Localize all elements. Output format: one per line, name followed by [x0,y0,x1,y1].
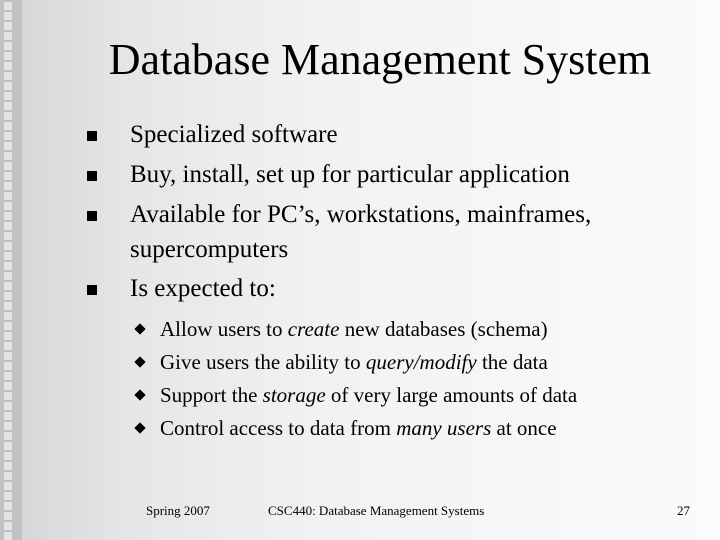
bullet-item: Is expected to: [130,275,276,302]
square-bullet-icon [87,211,97,221]
sub-bullet-item: Allow users to create new databases (schema) [160,317,548,341]
footer-course: CSC440: Database Management Systems [268,503,485,518]
diamond-bullet-icon [134,389,145,400]
bullet-item: Specialized software [130,121,338,148]
footer-page-number: 27 [677,503,690,518]
square-bullet-icon [87,171,97,181]
diamond-bullet-icon [134,323,145,334]
slide-title: Database Management System [108,35,652,84]
square-bullet-icon [87,131,97,141]
bullet-item: Buy, install, set up for particular application [130,161,570,188]
sub-bullet-item: Control access to data from many users at once [160,416,557,440]
square-bullet-icon [87,285,97,295]
footer-date: Spring 2007 [146,503,210,518]
bullet-item: Available for PC’s, workstations, mainframes, [130,201,592,228]
diamond-bullet-icon [134,356,145,367]
sub-bullet-item: Support the storage of very large amounts of data [160,383,578,407]
bullet-item-continuation: supercomputers [130,236,289,263]
sub-bullet-item: Give users the ability to query/modify the data [160,350,548,374]
diamond-bullet-icon [134,422,145,433]
